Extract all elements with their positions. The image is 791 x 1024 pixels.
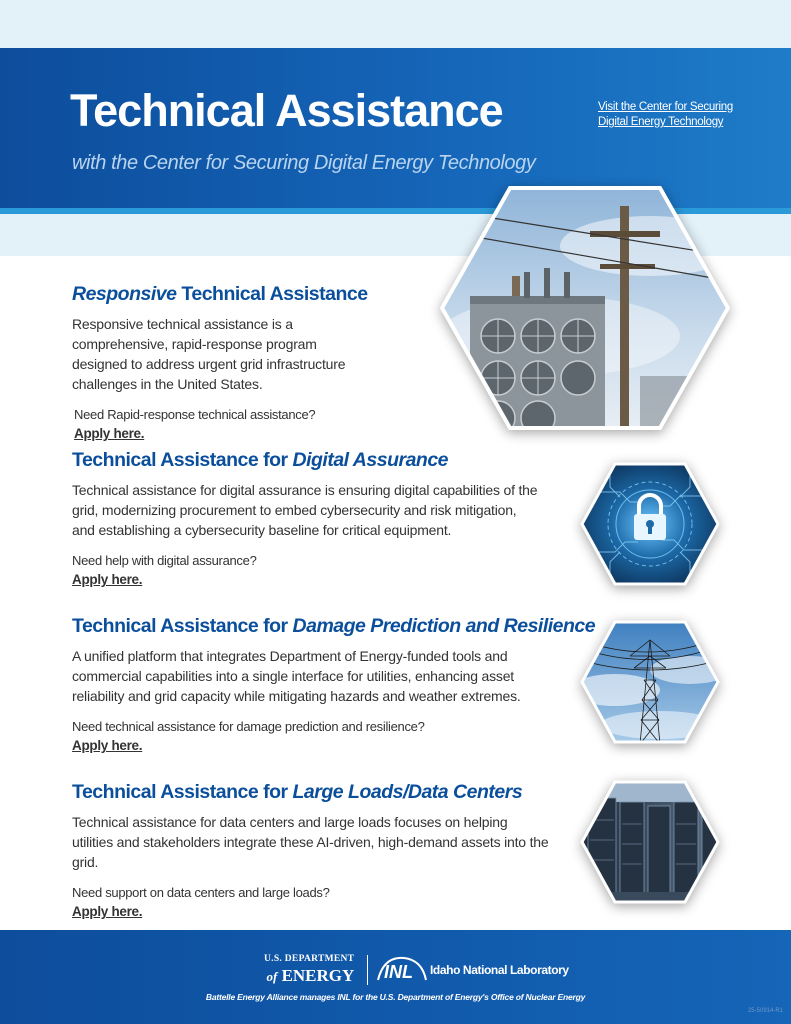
cybersecurity-padlock-circuit-photo: [580, 462, 720, 586]
section-body: Technical assistance for digital assurance is ensuring digital capabilities of the grid, modernizing procurement to embed cybersecurity and risk mitigation, and establishing a cybersecurity baseline for critical equipment.: [72, 482, 538, 538]
heading-text: Technical Assistance: [176, 283, 368, 305]
inl-name: Idaho National Laboratory: [430, 963, 569, 977]
heading-emphasis: Responsive: [72, 283, 177, 305]
section-need-text: Need help with digital assurance?: [72, 553, 257, 568]
section-need-text: Need technical assistance for damage prediction and resilience?: [72, 719, 425, 734]
section-body: A unified platform that integrates Department of Energy-funded tools and commercial capabilities into a single interface for utilities, enhancing asset reliability and grid capacity while mitigating hazards and weather extremes.: [72, 648, 521, 704]
heading-text: Technical Assistance for: [72, 781, 293, 803]
inl-logo-mark: INL: [384, 962, 413, 982]
heading-emphasis: Large Loads/Data Centers: [292, 781, 523, 803]
heading-text: Technical Assistance for: [72, 449, 293, 471]
top-light-band: [0, 0, 791, 48]
section-body: Technical assistance for data centers and large loads focuses on helping utilities and stakeholders integrate these AI-driven, high-demand assets into the grid.: [72, 814, 549, 870]
heading-emphasis: Digital Assurance: [292, 449, 449, 471]
footer-note: Battelle Energy Alliance manages INL for the U.S. Department of Energy's Office of Nuclear Energy: [205, 992, 586, 1002]
inl-logo-icon: [374, 952, 430, 984]
section-heading: [72, 780, 552, 804]
section-body: Responsive technical assistance is a comprehensive, rapid-response program designed to address urgent grid infrastructure challenges in the United States.: [72, 316, 346, 392]
logo-divider: [367, 955, 368, 985]
doe-logo-energy: ENERGY: [281, 965, 355, 985]
section-heading: [72, 614, 596, 638]
heading-emphasis: Damage Prediction and Resilience: [292, 615, 596, 637]
section-heading: [72, 282, 372, 306]
apply-here-link[interactable]: Apply here.: [72, 572, 143, 587]
apply-here-link[interactable]: Apply here.: [74, 426, 145, 441]
substation-transformer-photo: [440, 186, 730, 430]
data-center-servers-photo: [580, 780, 720, 904]
section-need-text: Need Rapid-response technical assistance?: [74, 407, 316, 422]
document-id: 25-50914-R1: [747, 1008, 783, 1014]
doe-logo-line2: [264, 967, 354, 984]
section-heading: [72, 448, 542, 472]
transmission-tower-photo: [580, 620, 720, 744]
page-title: Technical Assistance: [70, 85, 503, 136]
visit-center-link[interactable]: Visit the Center for Securing Digital Energy Technology: [598, 101, 733, 128]
doe-logo-line1: U.S. DEPARTMENT: [264, 954, 355, 964]
doe-logo: [264, 955, 354, 984]
page-subtitle: with the Center for Securing Digital Energy Technology: [72, 152, 536, 174]
doe-logo-of: of: [266, 968, 278, 984]
section-responsive: [72, 282, 372, 443]
apply-here-link[interactable]: Apply here.: [72, 904, 143, 919]
apply-here-link[interactable]: Apply here.: [72, 738, 143, 753]
section-damage-prediction: [72, 614, 596, 755]
section-large-loads: [72, 780, 552, 921]
heading-text: Technical Assistance for: [72, 615, 293, 637]
section-need-text: Need support on data centers and large loads?: [72, 885, 330, 900]
section-digital-assurance: [72, 448, 542, 589]
